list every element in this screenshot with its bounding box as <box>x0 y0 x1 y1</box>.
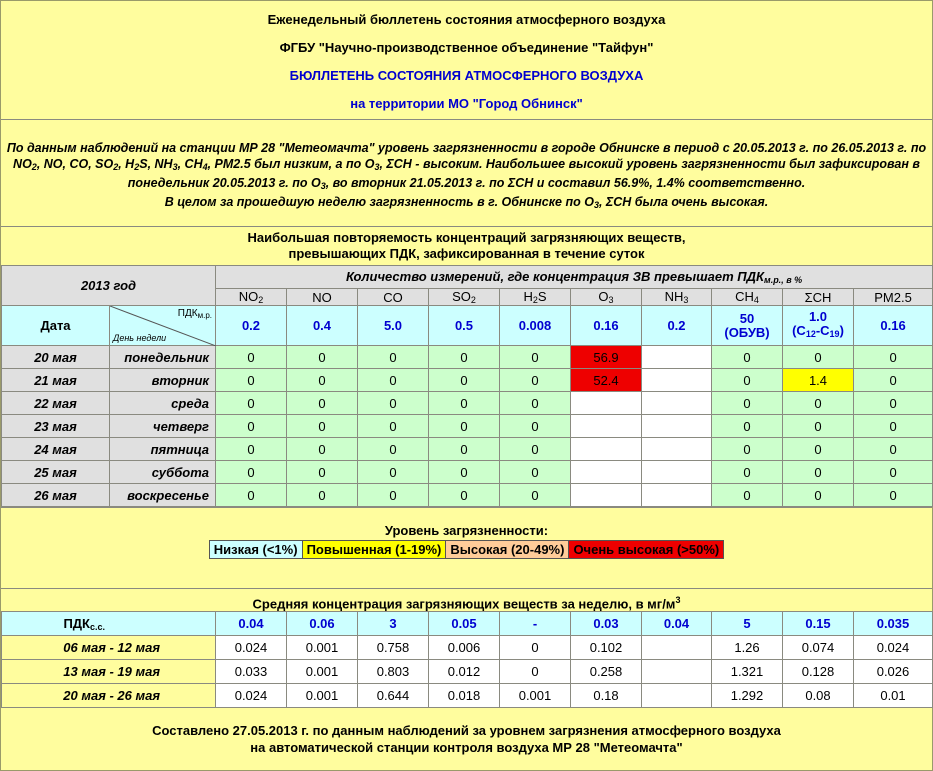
pdk-value: 0.008 <box>500 306 571 346</box>
table-cell <box>642 636 712 660</box>
pollutant-label: O <box>598 289 609 304</box>
header-line-2: ФГБУ "Научно-производственное объединение "Тайфун" <box>279 40 654 55</box>
pdk-value-note: (ОБУВ) <box>724 324 770 340</box>
count-header-text: Количество измерений, где концентрация ЗВ превышает ПДК <box>345 269 765 284</box>
summary-paragraph-1: По данным наблюдений на станции МР 28 "Метеомачта" уровень загрязненности в городе Обнинске в период с 20.05.2013 г. по 26.05.2013 г. по $NO_2$, NO, CO, $SO_2$, $H_2S$, $NH_3$, $CH_4$, PM2.5 был низким, а по $O_3$, ΣCH - высоким. Наибольшее высокий уровень загрязненности был зафиксирован в понедельник 20.05.2013 г. по $O_3$, во вторник 21.05.2013 г. по ΣCH и составил 56.9%, 1.4% соответственно. <box>6 141 927 191</box>
pdk-value-ch4 <box>712 306 783 346</box>
table-cell: 0 <box>287 438 358 461</box>
table-cell <box>642 346 712 369</box>
table-cell: 0 <box>712 438 783 461</box>
table-row <box>2 369 933 392</box>
table-cell: 0 <box>429 392 500 415</box>
pollutant-ch4 <box>712 289 783 306</box>
table-cell: 0 <box>712 392 783 415</box>
legend-items <box>1 540 932 559</box>
table-cell: 0 <box>429 484 500 507</box>
table-cell: 1.4 <box>783 369 854 392</box>
table-cell: 0 <box>216 415 287 438</box>
note-sub: 12 <box>805 329 816 339</box>
pdk-ss-value: 3 <box>358 612 429 636</box>
table-cell <box>642 484 712 507</box>
table-cell: 0 <box>287 484 358 507</box>
table-cell: 0.08 <box>783 684 854 708</box>
bulletin-header <box>1 1 932 120</box>
pollutant-pm25 <box>854 289 933 306</box>
table-cell: 0 <box>358 461 429 484</box>
table-cell: 0 <box>216 369 287 392</box>
footer-line-1: Составлено 27.05.2013 г. по данным наблюдений за уровнем загрязнения атмосферного воздуха <box>152 723 781 738</box>
pdk-ss-label <box>2 612 216 636</box>
weekly-average-body <box>2 612 933 708</box>
pdk-value: 0.5 <box>429 306 500 346</box>
header-line-3: БЮЛЛЕТЕНЬ СОСТОЯНИЯ АТМОСФЕРНОГО ВОЗДУХА <box>289 68 644 83</box>
pollution-level-legend <box>1 507 932 588</box>
row-date: 22 мая <box>2 392 110 415</box>
pollutant-label: H <box>523 289 533 304</box>
table-cell: 0 <box>712 369 783 392</box>
table-cell <box>642 415 712 438</box>
table-cell: 0 <box>358 369 429 392</box>
bulletin-footer <box>1 707 932 771</box>
weekday-label: День недели <box>113 333 167 343</box>
pollutant-nh3 <box>642 289 712 306</box>
table-cell: 0.102 <box>571 636 642 660</box>
pdk-ss-value: 0.04 <box>216 612 287 636</box>
table-cell: 0 <box>500 484 571 507</box>
table-cell: 0.001 <box>287 636 358 660</box>
table-cell: 0 <box>500 415 571 438</box>
table-cell <box>642 660 712 684</box>
table-cell: 0.001 <box>287 684 358 708</box>
table-cell <box>571 484 642 507</box>
header-line-4: на территории МО "Город Обнинск" <box>350 96 583 111</box>
pdk-ss-value: 0.04 <box>642 612 712 636</box>
pdk-ss-label-sub: с.с. <box>89 621 105 632</box>
row-weekday: суббота <box>110 461 216 484</box>
table-cell: 0 <box>783 415 854 438</box>
pdk-row <box>2 306 933 346</box>
table-cell: 0 <box>358 484 429 507</box>
pdk-ss-value: 0.05 <box>429 612 500 636</box>
table-cell: 0 <box>358 392 429 415</box>
table-cell: 0 <box>216 392 287 415</box>
pollutant-no2 <box>216 289 287 306</box>
pdk-ss-value: 5 <box>712 612 783 636</box>
table-cell: 0 <box>500 392 571 415</box>
pdk-value: 0.2 <box>642 306 712 346</box>
pdk-ss-value: 0.03 <box>571 612 642 636</box>
table-row <box>2 484 933 507</box>
pdk-ss-value: 0.06 <box>287 612 358 636</box>
table-cell: 0 <box>287 415 358 438</box>
row-date: 20 мая <box>2 346 110 369</box>
table-row <box>2 461 933 484</box>
pollutant-label: CH <box>735 289 754 304</box>
row-period: 06 мая - 12 мая <box>2 636 216 660</box>
footer-line-2: на автоматической станции контроля воздуха МР 28 "Метеомачта" <box>250 740 683 755</box>
table-cell <box>571 461 642 484</box>
pdk-value-sch <box>783 306 854 346</box>
table-cell: 0 <box>287 346 358 369</box>
table-cell: 1.321 <box>712 660 783 684</box>
pdk-ss-value: 0.15 <box>783 612 854 636</box>
table-cell: 1.292 <box>712 684 783 708</box>
date-label: Дата <box>40 318 71 333</box>
section1-title-line-2: превышающих ПДК, зафиксированная в течение суток <box>288 246 645 261</box>
pollutant-label: NO <box>312 289 332 305</box>
table-cell: 0 <box>783 392 854 415</box>
table-cell: 0.006 <box>429 636 500 660</box>
summary-text-part: , PM2.5 был низким, а по O <box>207 157 375 171</box>
pdk-value: 0.2 <box>216 306 287 346</box>
table-cell <box>642 438 712 461</box>
year-label: 2013 год <box>80 278 137 293</box>
row-date: 25 мая <box>2 461 110 484</box>
summary-text-part: S, NH <box>139 157 173 171</box>
table-cell <box>571 438 642 461</box>
table-cell: 0 <box>216 346 287 369</box>
table-cell: 0 <box>854 438 933 461</box>
year-header <box>2 266 216 306</box>
section2-title <box>1 588 932 612</box>
table-cell: 0.024 <box>216 636 287 660</box>
count-header-sub: м.р., в % <box>764 275 803 285</box>
pollutant-sub: 4 <box>753 295 759 305</box>
table-cell: 0 <box>500 346 571 369</box>
table-cell: 0 <box>429 369 500 392</box>
summary-text-part: , ΣCH - высоким. Наибольшее высокий уровень загрязненности был зафиксирован в понедельник 20.05.2013 г. по O <box>127 157 920 190</box>
table-cell: 0.128 <box>783 660 854 684</box>
table-cell: 0 <box>358 415 429 438</box>
table-cell: 0.033 <box>216 660 287 684</box>
table-cell: 0 <box>783 346 854 369</box>
row-weekday: среда <box>110 392 216 415</box>
header-line-1: Еженедельный бюллетень состояния атмосферного воздуха <box>267 12 666 27</box>
pollutant-no <box>287 289 358 306</box>
legend-item-high: Высокая (20-49%) <box>446 541 569 558</box>
pollutant-sub: 3 <box>608 295 614 305</box>
table-cell: 0.01 <box>854 684 933 708</box>
pollutant-label: NH <box>664 289 684 304</box>
table-cell: 0 <box>358 438 429 461</box>
pdk-label-sub: м.р. <box>197 311 212 320</box>
table-cell: 0 <box>500 660 571 684</box>
section1-title <box>1 227 932 265</box>
legend-item-low: Низкая (<1%) <box>210 541 303 558</box>
pollutant-label-tail: S <box>537 289 547 304</box>
table-cell: 0 <box>429 461 500 484</box>
summary-text-part: , ΣCH была очень высокая. <box>598 195 769 209</box>
exceedance-table-body <box>2 346 933 507</box>
table-cell: 0.258 <box>571 660 642 684</box>
row-period: 13 мая - 19 мая <box>2 660 216 684</box>
table-cell <box>571 392 642 415</box>
note-part: ) <box>839 323 844 338</box>
pdk-value: 1.0 <box>808 309 828 324</box>
table-cell: 0 <box>216 438 287 461</box>
table-cell: 0.026 <box>854 660 933 684</box>
exceedance-table <box>1 265 933 507</box>
table-cell: 0 <box>500 369 571 392</box>
count-header <box>216 266 933 289</box>
pdk-ss-label-text: ПДК <box>63 615 90 631</box>
table-cell: 0 <box>854 369 933 392</box>
table-cell: 0.024 <box>854 636 933 660</box>
row-weekday: пятница <box>110 438 216 461</box>
table-cell: 0 <box>854 392 933 415</box>
table-cell: 0.18 <box>571 684 642 708</box>
note-sub: 19 <box>829 329 840 339</box>
table-cell: 0 <box>712 461 783 484</box>
pollutant-label: CO <box>383 289 403 305</box>
pdk-value-note <box>783 324 853 341</box>
row-weekday: понедельник <box>110 346 216 369</box>
table-cell: 0 <box>429 346 500 369</box>
pollutant-h2s <box>500 289 571 306</box>
table-cell <box>642 392 712 415</box>
pollutant-label: NO <box>238 289 259 304</box>
summary-text <box>1 120 932 227</box>
table-cell: 0 <box>854 346 933 369</box>
note-part: -C <box>815 323 830 338</box>
table-cell: 0.758 <box>358 636 429 660</box>
pollutant-label: ΣCH <box>804 289 832 305</box>
table-cell: 0.803 <box>358 660 429 684</box>
table-row <box>2 684 933 708</box>
table-cell: 0 <box>712 415 783 438</box>
pdk-value: 0.16 <box>571 306 642 346</box>
table-cell: 0 <box>854 415 933 438</box>
row-weekday: четверг <box>110 415 216 438</box>
table-cell: 0 <box>712 346 783 369</box>
table-cell: 0.012 <box>429 660 500 684</box>
table-cell: 0.001 <box>287 660 358 684</box>
pollutant-sub: 2 <box>258 295 264 305</box>
note-part: (C <box>792 323 806 338</box>
pdk-ss-row <box>2 612 933 636</box>
table-cell <box>642 461 712 484</box>
table-cell: 0 <box>500 438 571 461</box>
table-cell: 0 <box>216 484 287 507</box>
diagonal-header <box>110 306 216 346</box>
table-cell: 0.644 <box>358 684 429 708</box>
table-cell: 0.001 <box>500 684 571 708</box>
table-cell: 0 <box>783 461 854 484</box>
pdk-value: 0.4 <box>287 306 358 346</box>
pollutant-label: PM2.5 <box>874 289 912 305</box>
table-cell <box>642 369 712 392</box>
table-cell: 0.018 <box>429 684 500 708</box>
pdk-mr-label <box>178 308 212 320</box>
table-row <box>2 636 933 660</box>
row-date: 23 мая <box>2 415 110 438</box>
summary-text-part: По данным наблюдений на станции МР 28 "Метеомачта" уровень загрязненности в городе Обнинске в период с 20.05.2013 г. по 26.05.2013 г. по NO <box>6 141 927 171</box>
table-cell: 0.074 <box>783 636 854 660</box>
summary-paragraph-2: В целом за прошедшую неделю загрязненность в г. Обнинске по $O_3$, ΣCH была очень высокая. <box>164 195 769 210</box>
table-cell: 56.9 <box>571 346 642 369</box>
table-cell: 0 <box>287 369 358 392</box>
table-cell: 0 <box>783 484 854 507</box>
table-row <box>2 346 933 369</box>
row-date: 26 мая <box>2 484 110 507</box>
legend-title: Уровень загрязненности: <box>384 523 549 538</box>
summary-text-part: , CH <box>177 157 203 171</box>
section2-title-sup: 3 <box>675 595 681 605</box>
pollutant-sub: 2 <box>470 295 476 305</box>
pollutant-sub: 2 <box>532 295 538 305</box>
pollutant-o3 <box>571 289 642 306</box>
pollutant-so2 <box>429 289 500 306</box>
pdk-label-text: ПДК <box>177 308 198 319</box>
pdk-ss-value: - <box>500 612 571 636</box>
pdk-ss-value: 0.035 <box>854 612 933 636</box>
summary-text-part: , H <box>118 157 135 171</box>
date-column-header <box>2 306 110 346</box>
summary-text-part: В целом за прошедшую неделю загрязненность в г. Обнинске по O <box>164 195 594 209</box>
table-cell: 52.4 <box>571 369 642 392</box>
pollutant-co <box>358 289 429 306</box>
table-cell: 1.26 <box>712 636 783 660</box>
section2-title-text: Средняя концентрация загрязняющих веществ за неделю, в мг/м <box>252 596 676 612</box>
table-cell: 0 <box>712 484 783 507</box>
row-date: 24 мая <box>2 438 110 461</box>
summary-text-part: , во вторник 21.05.2013 г. по ΣCH и составил 56.9%, 1.4% соответственно. <box>325 176 806 190</box>
row-date: 21 мая <box>2 369 110 392</box>
pdk-value: 5.0 <box>358 306 429 346</box>
table-cell: 0 <box>287 392 358 415</box>
legend-item-elevated: Повышенная (1-19%) <box>303 541 447 558</box>
table-cell <box>642 684 712 708</box>
summary-text-part: , NO, CO, SO <box>36 157 114 171</box>
table-cell: 0 <box>358 346 429 369</box>
table-cell: 0.024 <box>216 684 287 708</box>
table-cell: 0 <box>287 461 358 484</box>
table-cell: 0 <box>429 438 500 461</box>
table-cell: 0 <box>500 461 571 484</box>
table-row <box>2 415 933 438</box>
legend-box <box>209 540 725 559</box>
pdk-value: 50 <box>739 310 755 326</box>
pdk-value: 0.16 <box>854 306 933 346</box>
pollutant-sch <box>783 289 854 306</box>
pollutant-sub: 3 <box>683 295 689 305</box>
row-period: 20 мая - 26 мая <box>2 684 216 708</box>
table-cell: 0 <box>500 636 571 660</box>
legend-item-very-high: Очень высокая (>50%) <box>569 541 723 558</box>
table-cell <box>571 415 642 438</box>
table-cell: 0 <box>216 461 287 484</box>
row-weekday: вторник <box>110 369 216 392</box>
table-cell: 0 <box>429 415 500 438</box>
row-weekday: воскресенье <box>110 484 216 507</box>
table-row <box>2 438 933 461</box>
table-cell: 0 <box>783 438 854 461</box>
pollutant-label: SO <box>452 289 471 304</box>
table-cell: 0 <box>854 461 933 484</box>
table-row <box>2 660 933 684</box>
section1-title-line-1: Наибольшая повторяемость концентраций загрязняющих веществ, <box>247 230 686 245</box>
weekly-average-table <box>1 611 933 708</box>
table-cell: 0 <box>854 484 933 507</box>
table-row <box>2 392 933 415</box>
